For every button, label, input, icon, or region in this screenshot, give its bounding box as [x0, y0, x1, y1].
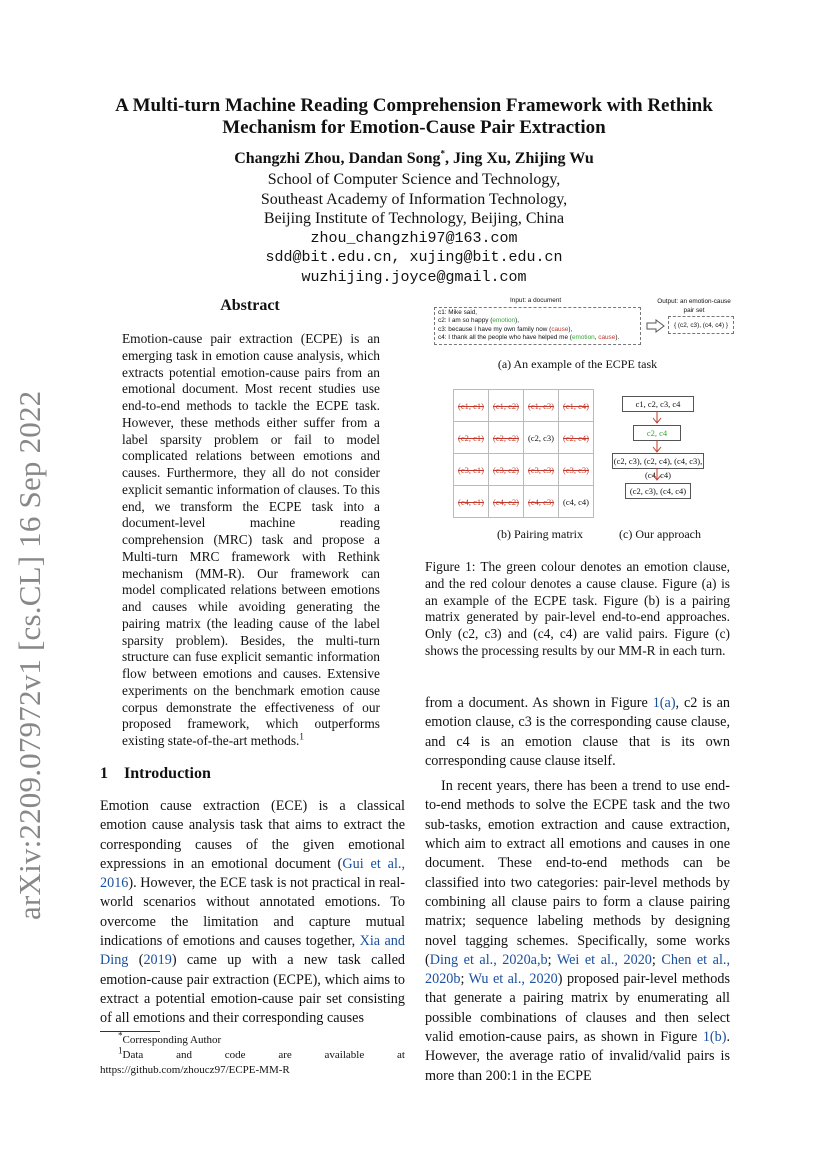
doc-clause-3: c3: because I have my own family now (cause),: [438, 325, 573, 333]
matrix-row: [454, 486, 594, 518]
matrix-row: [454, 422, 594, 454]
matrix-cell: (c3, c3): [524, 454, 559, 486]
email-2: sdd@bit.edu.cn, xujing@bit.edu.cn: [265, 249, 563, 266]
citation-link[interactable]: Wei et al., 2020: [556, 951, 652, 968]
intro-right-column: [425, 694, 730, 1086]
subcaption-c: (c) Our approach: [619, 527, 701, 541]
matrix-cell: (c2, c2): [489, 422, 524, 454]
doc-clause-2: c2: I am so happy (emotion),: [438, 317, 520, 325]
authors-rest: , Jing Xu, Zhijing Wu: [445, 150, 594, 167]
citation-link[interactable]: Ding et al., 2020a,b: [429, 951, 548, 968]
intro-paragraph-2: In recent years, there has been a trend to use end-to-end methods to solve the ECPE task and the two sub-tasks, emotion extraction and cause extraction, which aim to extract all emotions and causes in one document. These end-to-end methods can be classified into two categories: pair-level methods by combining all clause pairs to form a clause pairing matrix; sequence labeling methods by designing novel tagging schemes. Specifically, some works (Ding et al., 2020a,b; Wei et al., 2020; Chen et al., 2020b; Wu et al., 2020) proposed pair-level methods that generate a pairing matrix by enumerating all possible combinations of clauses and then select valid emotion-cause pairs, as shown in Figure 1(b). However, the average ratio of invalid/valid pairs is more than 200:1 in the ECPE: [425, 778, 730, 1084]
doc-clause-1: c1: Mike said,: [438, 309, 478, 316]
doc-clause-4: c4: I thank all the people who have helped me (emotion, cause).: [438, 333, 620, 341]
arrow-down-icon: [652, 440, 662, 454]
figure-input-label: Input: a document: [510, 297, 562, 304]
section-title: Introduction: [124, 765, 211, 782]
citation-link[interactable]: Xia and Ding: [100, 933, 405, 969]
affiliation-2: Southeast Academy of Information Technology,: [260, 190, 568, 208]
affiliation-1: School of Computer Science and Technology,: [267, 171, 561, 188]
abstract-text: Emotion-cause pair extraction (ECPE) is an emerging task in emotion cause analysis, which extracts potential emotion-cause pairs from an emotional document. Most recent studies use end-to-end methods to tackle the ECPE task. However, these methods either suffer from a label sparsity problem or fail to model complicated relations between emotions and causes. Furthermore, they all do not consider explicit semantic information of clauses. To this end, we transform the ECPE task into a document-level machine reading comprehension (MRC) task and propose a Multi-turn MRC framework with Rethink mechanism (MM-R). Our framework can model complicated relations between emotions and causes while avoiding generating the pairing matrix (the leading cause of the label sparsity problem). Besides, the multi-turn structure can fuse explicit semantic information flow between emotions and causes. Extensive experiments on the benchmark emotion cause corpus demonstrate the effectiveness of our proposed framework, which outperforms existing state-of-the-art methods.: [122, 331, 380, 748]
matrix-cell: (c2, c4): [559, 422, 594, 454]
matrix-cell: (c3, c2): [489, 454, 524, 486]
matrix-cell: (c1, c3): [524, 390, 559, 422]
matrix-cell-valid: (c4, c4): [559, 486, 594, 518]
abstract-body: [122, 331, 380, 750]
figure-output-label: Output: an emotion-cause pair set: [657, 298, 731, 314]
matrix-cell: (c1, c1): [454, 390, 489, 422]
figure-caption: Figure 1: The green colour denotes an emotion clause, and the red colour denotes a cause clause. Figure (a) is an example of the ECPE task. Figure (b) is a pairing matrix generated by pair-level end-to-end approaches. Only (c2, c3) and (c4, c4) are valid pairs. Figure (c) shows the processing results by our MM-R in each turn.: [425, 559, 730, 658]
matrix-cell: (c4, c2): [489, 486, 524, 518]
arrow-down-icon: [652, 468, 662, 482]
flow-step-valid-pairs: (c2, c3), (c4, c4): [625, 483, 691, 499]
citation-link[interactable]: Wu et al., 2020: [468, 971, 558, 988]
title-line-2: Mechanism for Emotion-Cause Pair Extraction: [222, 117, 606, 138]
matrix-row: [454, 390, 594, 422]
flow-step-candidate-pairs: (c2, c3), (c2, c4), (c4, c3), (c4, c4): [612, 453, 704, 469]
flow-step-clauses: c1, c2, c3, c4: [622, 396, 694, 412]
pairing-matrix: [453, 389, 594, 518]
figure-ref-link[interactable]: 1(a): [652, 695, 676, 711]
citation-link[interactable]: Chen et al., 2020b: [425, 951, 730, 988]
matrix-cell: (c1, c2): [489, 390, 524, 422]
matrix-cell-valid: (c2, c3): [524, 422, 559, 454]
matrix-cell: (c1, c4): [559, 390, 594, 422]
email-1: zhou_changzhi97@163.com: [310, 229, 518, 247]
abstract-heading: Abstract: [220, 297, 280, 314]
arrow-down-icon: [652, 411, 662, 425]
footnote-divider: [100, 1031, 160, 1032]
matrix-row: [454, 454, 594, 486]
matrix-cell: (c4, c3): [524, 486, 559, 518]
paper-title: [60, 95, 768, 139]
email-3: wuzhijing.joyce@gmail.com: [301, 268, 527, 286]
affiliation-block: [60, 170, 768, 287]
subcaption-a: (a) An example of the ECPE task: [497, 357, 658, 371]
arrow-right-icon: [646, 319, 666, 333]
title-line-1: A Multi-turn Machine Reading Comprehension Framework with Rethink: [115, 95, 713, 116]
figure-ref-link[interactable]: 1(b): [702, 1029, 727, 1046]
citation-link[interactable]: 2019: [143, 952, 172, 969]
section-number: 1: [100, 765, 108, 782]
footnote-url[interactable]: https://github.com/zhoucz97/ECPE-MM-R: [100, 1064, 290, 1076]
authors-first: Changzhi Zhou, Dandan Song: [234, 150, 441, 167]
matrix-cell: (c3, c1): [454, 454, 489, 486]
footnotes: [100, 1030, 405, 1078]
footnote-ref-1[interactable]: 1: [299, 731, 304, 742]
corresponding-mark: *: [440, 148, 445, 159]
footnote-data-code: $^1$Data and code are available at: [118, 1045, 405, 1061]
affiliation-3: Beijing Institute of Technology, Beijing, China: [263, 210, 565, 227]
citation-link[interactable]: Gui et al., 2016: [100, 855, 405, 892]
intro-paragraph-1-cont: from a document. As shown in Figure 1(a), c2 is an emotion clause, c3 is the corresponding cause clause, and c4 is an emotion clause that is its own corresponding cause clause itself.: [425, 695, 731, 769]
author-list: [60, 150, 768, 168]
section-heading: [100, 765, 211, 783]
footnote-corresponding: *Corresponding Author: [118, 1030, 222, 1046]
flow-step-emotions: c2, c4: [633, 425, 681, 441]
document-example-box: [434, 307, 641, 345]
arxiv-identifier: arXiv:2209.07972v1 [cs.CL] 16 Sep 2022: [12, 390, 47, 920]
subcaption-b: (b) Pairing matrix: [497, 527, 583, 541]
intro-paragraph-1: Emotion cause extraction (ECE) is a classical emotion cause analysis task that aims to extract the corresponding causes of the given emotional expressions in an emotional document (Gui et al., 2016). However, the ECE task is not practical in real-world scenarios without annotated emotions. To overcome the limitation and capture mutual indications of emotions and causes together, Xia and Ding (2019) came up with a new task called emotion-cause pair extraction (ECPE), which aims to extract a potential emotion-cause pair set consisting of all emotions and their corresponding causes: [100, 798, 405, 1027]
matrix-cell: (c4, c1): [454, 486, 489, 518]
matrix-cell: (c3, c3): [559, 454, 594, 486]
output-pair-set: { (c2, c3), (c4, c4) }: [668, 316, 734, 334]
matrix-cell: (c2, c1): [454, 422, 489, 454]
